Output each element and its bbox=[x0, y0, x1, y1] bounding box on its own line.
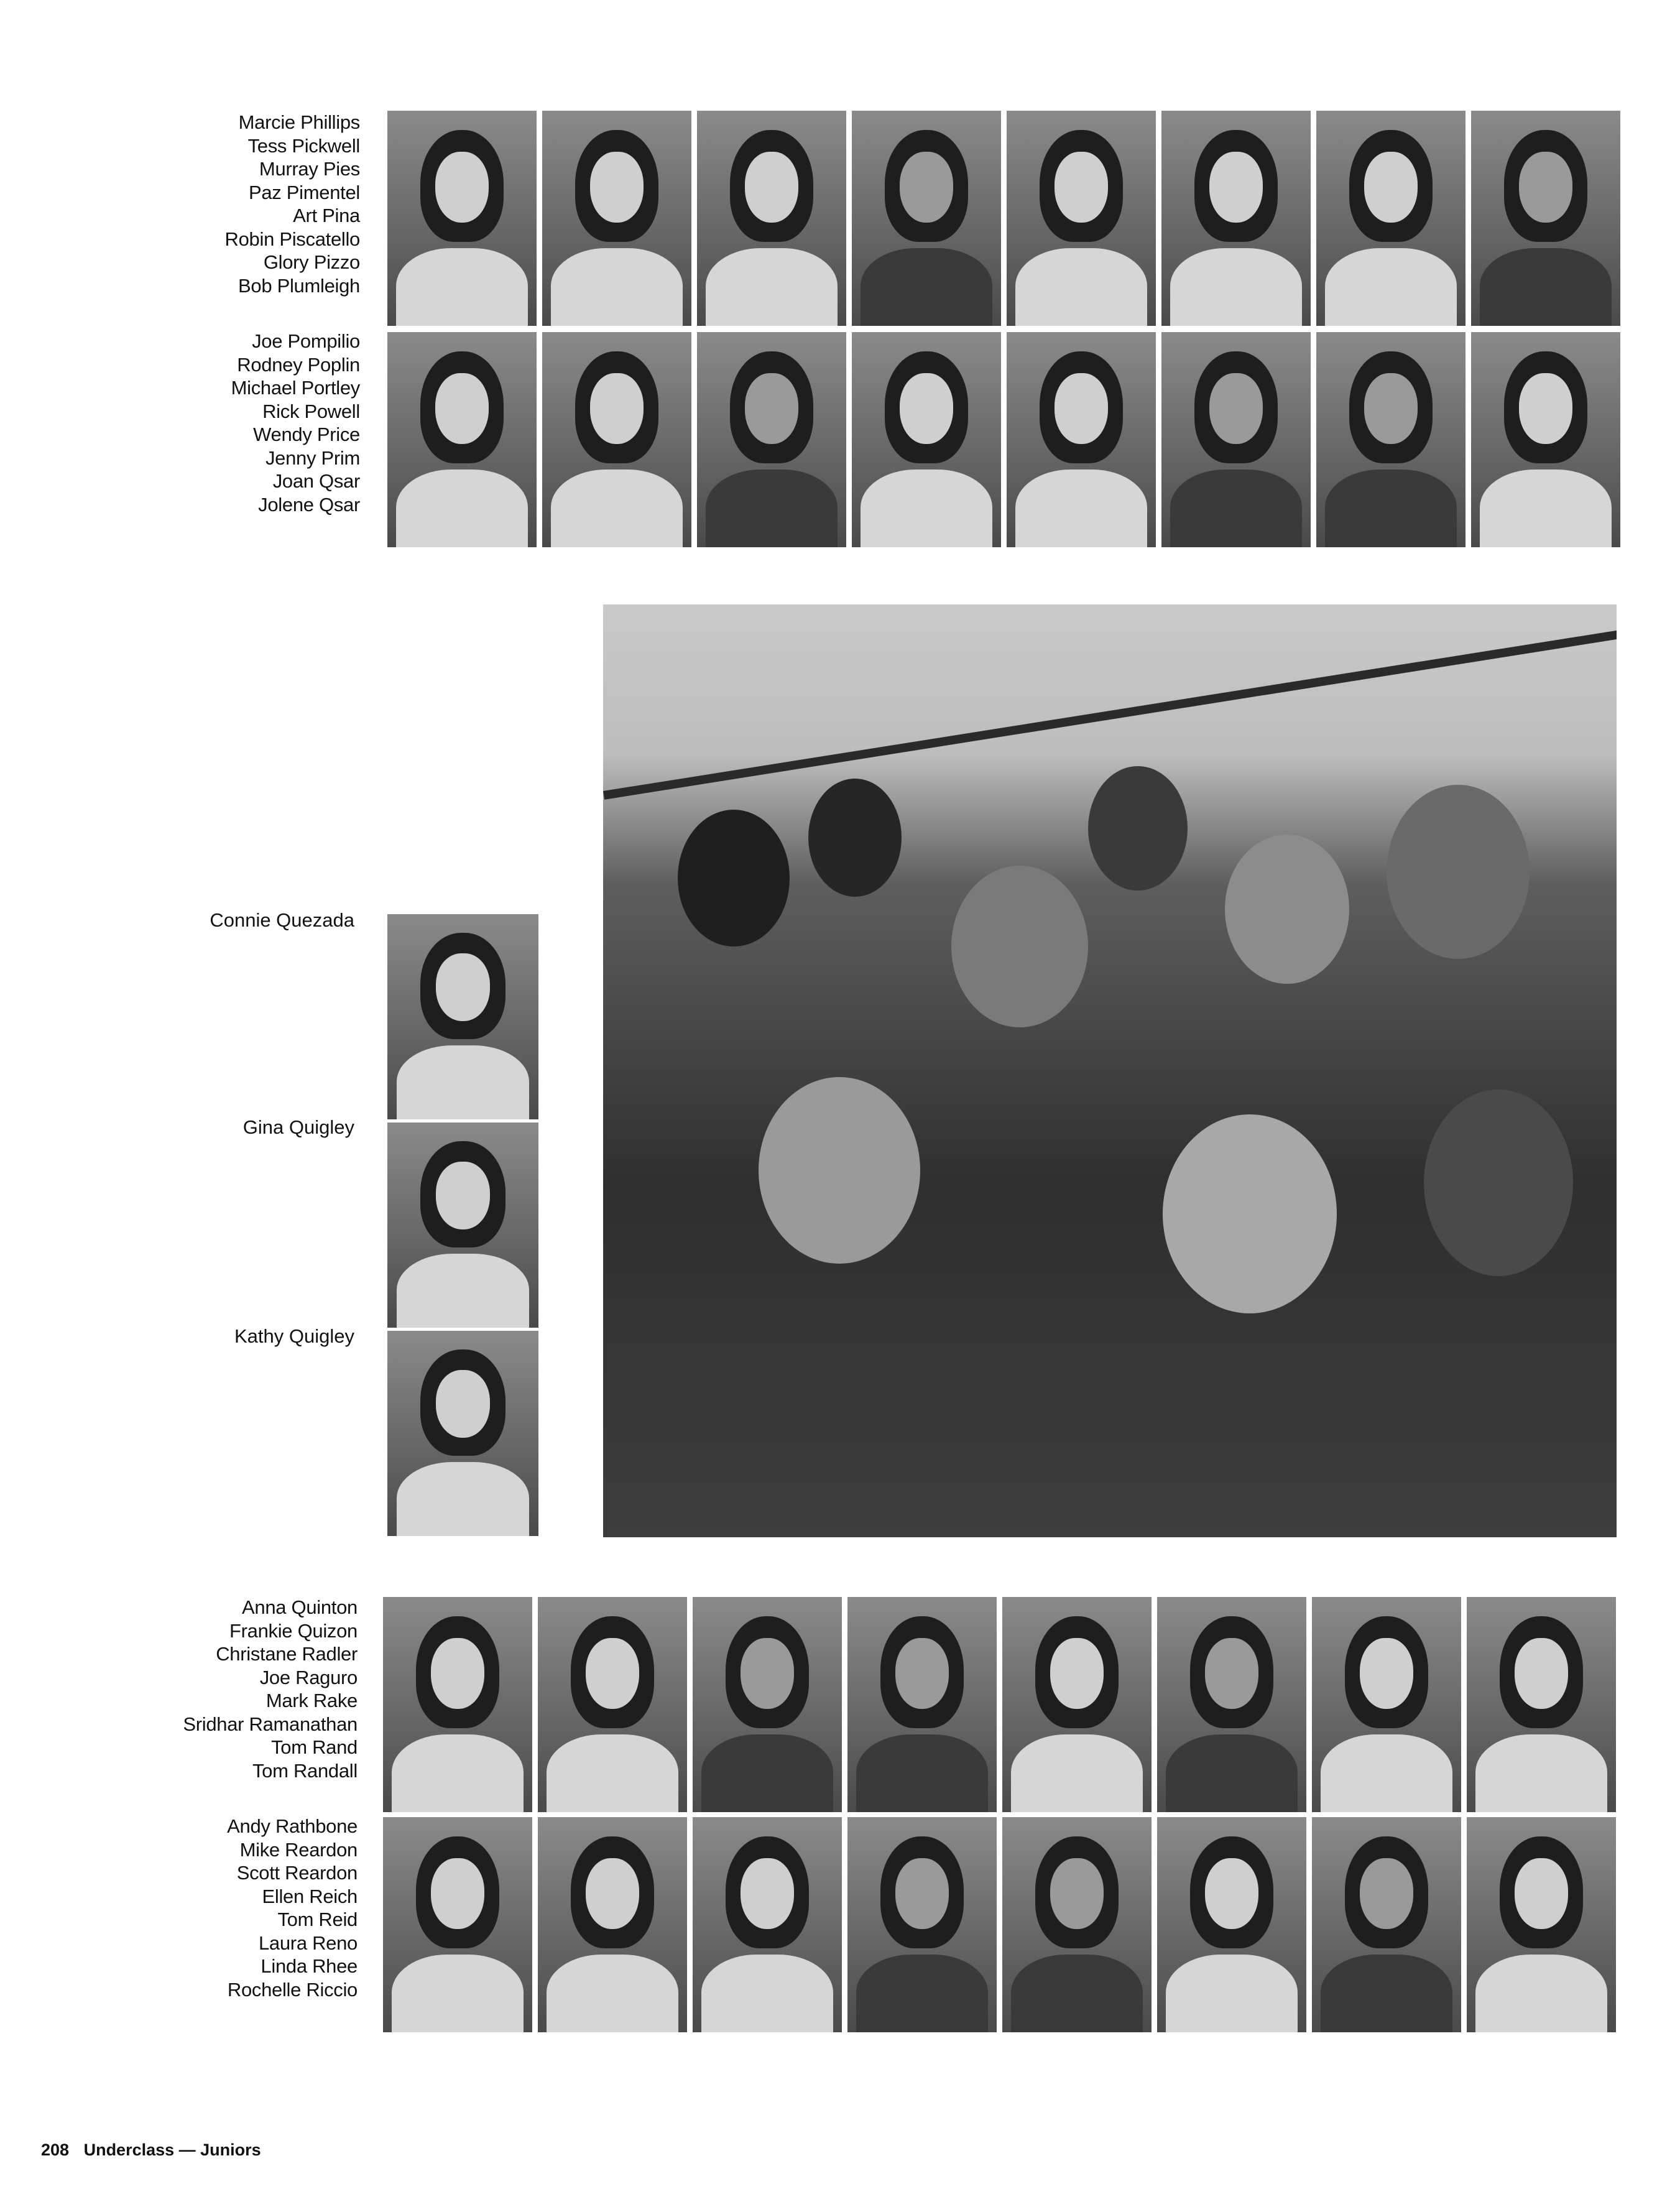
student-name: Joe Pompilio bbox=[252, 330, 360, 352]
student-name: Robin Piscatello bbox=[224, 228, 360, 250]
student-portrait bbox=[693, 1817, 842, 2032]
student-portrait bbox=[1312, 1597, 1461, 1812]
section-title: Underclass — Juniors bbox=[83, 2140, 261, 2159]
name-list-row-4 bbox=[227, 1815, 358, 2001]
student-portrait bbox=[1002, 1597, 1152, 1812]
student-portrait bbox=[1157, 1597, 1306, 1812]
student-portrait bbox=[847, 1817, 997, 2032]
student-portrait bbox=[542, 111, 691, 326]
student-portrait bbox=[1467, 1817, 1616, 2032]
student-name: Tom Randall bbox=[252, 1759, 358, 1782]
student-portrait bbox=[852, 332, 1001, 547]
portrait-row-3 bbox=[383, 1597, 1616, 1812]
student-portrait bbox=[538, 1817, 687, 2032]
student-portrait bbox=[1467, 1597, 1616, 1812]
student-portrait bbox=[383, 1597, 532, 1812]
student-name: Anna Quinton bbox=[242, 1596, 358, 1618]
student-name: Bob Plumleigh bbox=[238, 274, 360, 297]
student-name: Rodney Poplin bbox=[237, 353, 360, 376]
candid-crowd-photo bbox=[603, 604, 1617, 1537]
student-name: Mike Reardon bbox=[239, 1838, 358, 1861]
student-name: Scott Reardon bbox=[236, 1862, 358, 1884]
single-student-name: Gina Quigley bbox=[242, 1116, 354, 1138]
name-list-row-1 bbox=[225, 111, 360, 297]
student-name: Joe Raguro bbox=[259, 1666, 358, 1688]
student-portrait bbox=[852, 111, 1001, 326]
student-name: Laura Reno bbox=[258, 1932, 358, 1954]
name-list-row-2 bbox=[231, 330, 360, 516]
student-name: Rochelle Riccio bbox=[227, 1978, 358, 2001]
student-name: Christane Radler bbox=[216, 1643, 358, 1665]
student-portrait bbox=[1161, 332, 1311, 547]
page-number: 208 bbox=[41, 2140, 70, 2159]
student-name: Andy Rathbone bbox=[227, 1815, 358, 1837]
portrait-row-2 bbox=[387, 332, 1620, 547]
student-portrait bbox=[1157, 1817, 1306, 2032]
student-portrait bbox=[387, 1122, 538, 1328]
student-name: Marcie Phillips bbox=[238, 111, 360, 133]
student-name: Michael Portley bbox=[231, 377, 360, 399]
name-list-row-3 bbox=[183, 1596, 358, 1782]
student-name: Glory Pizzo bbox=[263, 251, 360, 273]
student-portrait bbox=[1316, 111, 1465, 326]
student-portrait bbox=[1007, 111, 1156, 326]
student-name: Mark Rake bbox=[265, 1690, 358, 1711]
student-name: Tess Pickwell bbox=[247, 134, 360, 157]
student-portrait bbox=[697, 332, 846, 547]
portrait-row-1 bbox=[387, 111, 1620, 326]
student-portrait bbox=[387, 914, 538, 1119]
student-portrait bbox=[1312, 1817, 1461, 2032]
student-portrait bbox=[542, 332, 691, 547]
student-portrait bbox=[1316, 332, 1465, 547]
student-name: Murray Pies bbox=[259, 158, 360, 180]
portrait-row-4 bbox=[383, 1817, 1616, 2032]
student-portrait bbox=[387, 1331, 538, 1536]
student-portrait bbox=[1002, 1817, 1152, 2032]
student-portrait bbox=[387, 332, 537, 547]
page-footer bbox=[41, 2140, 261, 2160]
student-name: Ellen Reich bbox=[262, 1885, 358, 1907]
student-name: Sridhar Ramanathan bbox=[183, 1713, 358, 1735]
student-name: Jenny Prim bbox=[265, 447, 360, 469]
student-name: Art Pina bbox=[293, 205, 360, 226]
student-portrait bbox=[1471, 332, 1620, 547]
student-portrait bbox=[538, 1597, 687, 1812]
student-portrait bbox=[383, 1817, 532, 2032]
student-portrait bbox=[697, 111, 846, 326]
student-portrait bbox=[693, 1597, 842, 1812]
student-name: Rick Powell bbox=[262, 400, 360, 422]
single-student-name: Connie Quezada bbox=[210, 909, 354, 931]
student-name: Wendy Price bbox=[253, 423, 360, 445]
student-name: Jolene Qsar bbox=[258, 493, 360, 516]
student-portrait bbox=[847, 1597, 997, 1812]
student-name: Frankie Quizon bbox=[229, 1619, 358, 1642]
student-name: Joan Qsar bbox=[272, 470, 360, 492]
student-portrait bbox=[387, 111, 537, 326]
student-name: Linda Rhee bbox=[261, 1955, 358, 1977]
student-portrait bbox=[1161, 111, 1311, 326]
student-portrait bbox=[1007, 332, 1156, 547]
student-name: Tom Reid bbox=[277, 1909, 358, 1930]
student-name: Tom Rand bbox=[271, 1736, 358, 1758]
single-student-name: Kathy Quigley bbox=[234, 1325, 354, 1347]
student-name: Paz Pimentel bbox=[248, 181, 360, 203]
student-portrait bbox=[1471, 111, 1620, 326]
